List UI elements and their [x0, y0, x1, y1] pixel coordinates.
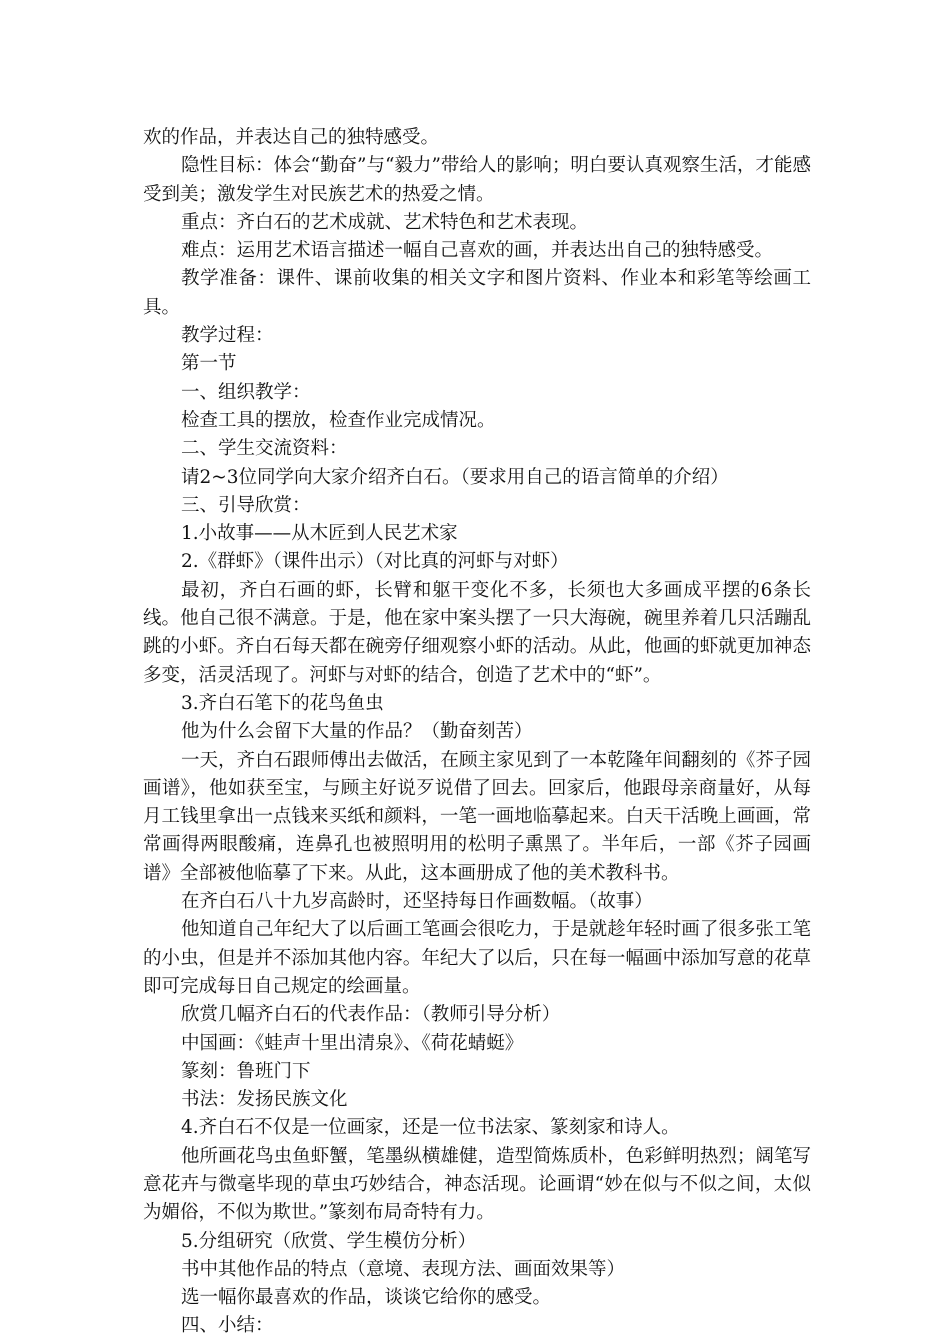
paragraph: 难点：运用艺术语言描述一幅自己喜欢的画，并表达出自己的独特感受。 [181, 240, 774, 262]
section-heading: 二、学生交流资料： [181, 438, 348, 460]
paragraph: 一天，齐白石跟师傅出去做活，在顾主家见到了一本乾隆年间翻刻的《芥子园画谱》，他如获至宝，与顾主好说歹说借了回去。回家后，他跟母亲商量好，从每月工钱里拿出一点钱来买纸和颜料，一笔一画地临摹起来。白天干活晚上画画，常常画得两眼酸痛，连鼻孔也被照明用的松明子熏黑了。半年后，一部《芥子园画谱》全部被他临摹了下来。从此，这本画册成了他的美术教科书。 [143, 749, 811, 884]
paragraph: 隐性目标：体会“勤奋”与“毅力”带给人的影响；明白要认真观察生活，才能感受到美；激发学生对民族艺术的热爱之情。 [143, 155, 811, 205]
paragraph: 教学准备：课件、课前收集的相关文字和图片资料、作业本和彩笔等绘画工具。 [143, 268, 811, 318]
paragraph: 重点：齐白石的艺术成就、艺术特色和艺术表现。 [181, 211, 589, 233]
paragraph: 篆刻：鲁班门下 [181, 1060, 311, 1082]
section-heading: 一、组织教学： [181, 381, 311, 403]
paragraph: 他所画花鸟虫鱼虾蟹，笔墨纵横雄健，造型简炼质朴，色彩鲜明热烈；阔笔写意花卉与微毫毕现的草虫巧妙结合，神态活现。论画谓“妙在似与不似之间，太似为媚俗，不似为欺世。”篆刻布局奇特有力。 [143, 1145, 811, 1224]
paragraph: 欣赏几幅齐白石的代表作品：（教师引导分析） [181, 1004, 561, 1026]
paragraph: 中国画：《蛙声十里出清泉》、《荷花蜻蜓》 [181, 1032, 524, 1054]
document-body [143, 124, 811, 1341]
list-item: 2.《群虾》（课件出示）（对比真的河虾与对虾） [181, 551, 569, 573]
paragraph: 请2~3位同学向大家介绍齐白石。（要求用自己的语言简单的介绍） [181, 466, 729, 488]
section-heading: 第一节 [181, 353, 237, 375]
paragraph: 最初，齐白石画的虾，长臂和躯干变化不多，长须也大多画成平摆的6条长线。他自己很不满意。于是，他在家中案头摆了一只大海碗，碗里养着几只活蹦乱跳的小虾。齐白石每天都在碗旁仔细观察小虾的活动。从此，他画的虾就更加神态多变，活灵活现了。河虾与对虾的结合，创造了艺术中的“虾”。 [143, 579, 811, 686]
paragraph: 他知道自己年纪大了以后画工笔画会很吃力，于是就趁年轻时画了很多张工笔的小虫，但是并不添加其他内容。年纪大了以后，只在每一幅画中添加写意的花草即可完成每日自己规定的绘画量。 [143, 919, 811, 997]
list-item: 4.齐白石不仅是一位画家，还是一位书法家、篆刻家和诗人。 [181, 1117, 680, 1139]
list-item: 3.齐白石笔下的花鸟鱼虫 [181, 692, 384, 714]
paragraph: 书中其他作品的特点（意境、表现方法、画面效果等） [181, 1258, 626, 1280]
list-item: 5.分组研究（欣赏、学生模仿分析） [181, 1230, 477, 1252]
paragraph: 选一幅你最喜欢的作品，谈谈它给你的感受。 [181, 1287, 552, 1309]
paragraph: 检查工具的摆放，检查作业完成情况。 [181, 409, 496, 431]
section-heading: 三、引导欣赏： [181, 494, 311, 516]
paragraph: 教学过程： [181, 325, 274, 347]
paragraph: 在齐白石八十九岁高龄时，还坚持每日作画数幅。（故事） [181, 891, 653, 913]
list-item: 1.小故事——从木匠到人民艺术家 [181, 523, 458, 545]
paragraph: 欢的作品，并表达自己的独特感受。 [143, 127, 440, 148]
section-heading: 四、小结： [181, 1315, 274, 1337]
paragraph: 书法：发扬民族文化 [181, 1089, 348, 1111]
paragraph: 他为什么会留下大量的作品？（勤奋刻苦） [181, 721, 533, 743]
